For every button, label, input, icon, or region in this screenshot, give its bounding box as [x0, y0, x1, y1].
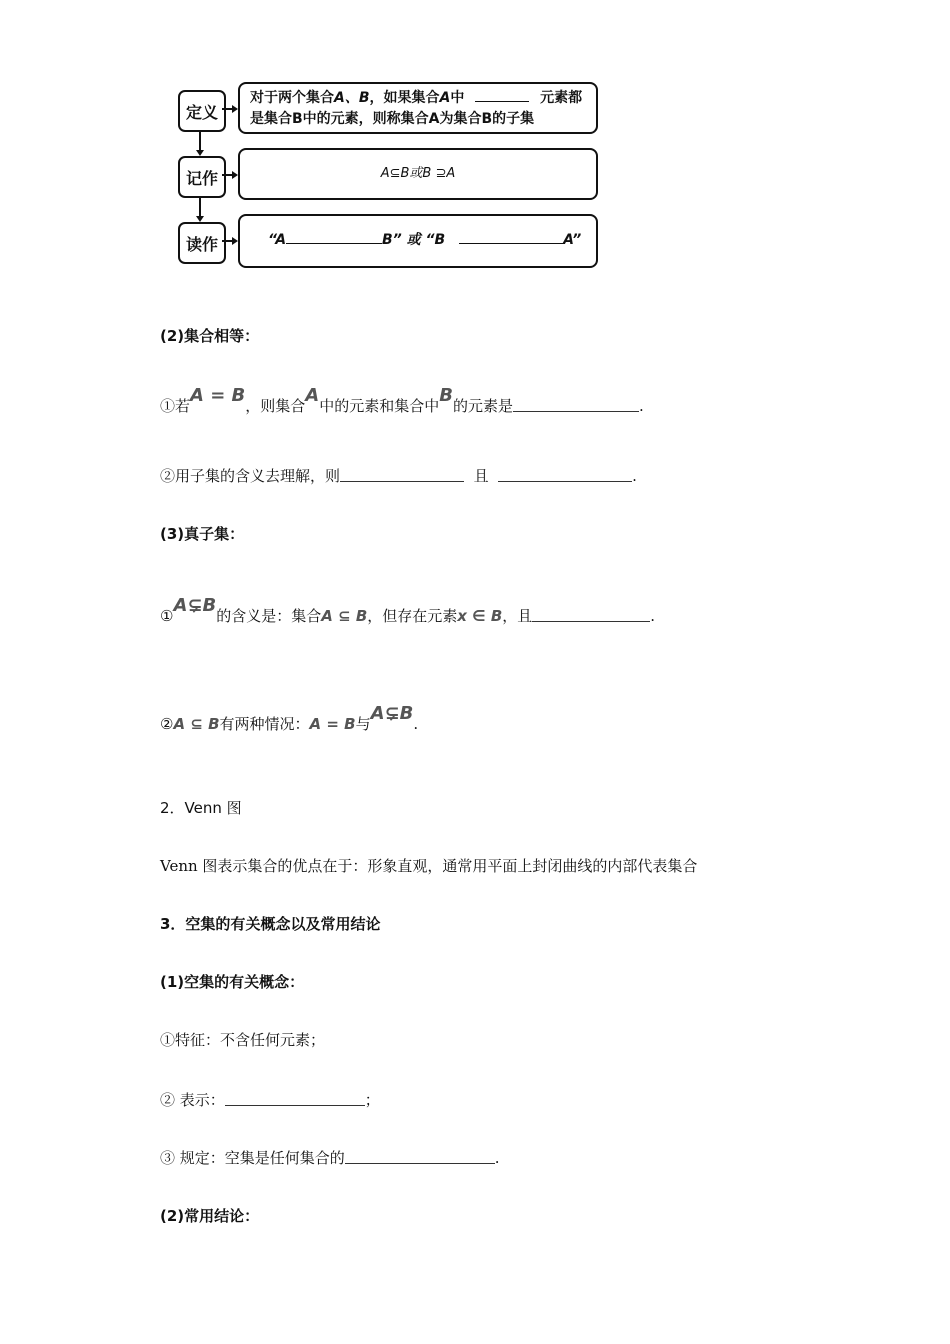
notation-box [238, 148, 598, 200]
notation-label: 记作 [178, 156, 226, 198]
blank-line [225, 1091, 365, 1106]
empty-set-item-3: ③ 规定：空集是任何集合的 . [160, 1149, 500, 1167]
definition-label: 定义 [178, 90, 226, 132]
empty-set-item-2: ② 表示： ； [160, 1091, 380, 1109]
venn-heading: 2．Venn 图 [160, 799, 242, 817]
equal-item-2: ②用子集的含义去理解，则 且 . [160, 467, 637, 485]
definition-line-1: 对于两个集合A、B，如果集合A中 元素都 [250, 90, 583, 106]
reading-label: 读作 [178, 222, 226, 264]
definition-line-2: 是集合B中的元素，则称集合A为集合B的子集 [250, 111, 535, 127]
blank-line [286, 242, 382, 244]
definition-box [238, 82, 598, 134]
arrow-down-icon [196, 216, 204, 222]
equal-item-1: ①若A = B，则集合A中的元素和集合中B的元素是 . [160, 385, 644, 415]
arrow-down-icon [196, 150, 204, 156]
section-heading-equal: (2)集合相等： [160, 327, 260, 345]
notation-text: A⊆B或B ⊇A [380, 166, 456, 181]
empty-set-subheading-1: (1)空集的有关概念： [160, 973, 305, 991]
empty-set-subheading-2: (2)常用结论： [160, 1207, 260, 1225]
connector-line [199, 130, 201, 150]
blank-line [459, 242, 563, 244]
blank-line [513, 397, 639, 412]
empty-set-item-1: ①特征：不含任何元素； [160, 1031, 326, 1049]
reading-box: “A B” 或 “B A” [238, 214, 598, 268]
connector-line [199, 196, 201, 216]
proper-subset-item-2: ②A ⊆ B有两种情况：A = B与A⊊B. [160, 703, 419, 733]
venn-text: Venn 图表示集合的优点在于：形象直观，通常用平面上封闭曲线的内部代表集合 [160, 857, 698, 875]
blank-line [340, 467, 464, 482]
blank-line [498, 467, 632, 482]
proper-subset-item-1: ①A⊊B的含义是：集合A ⊆ B，但存在元素x ∈ B，且 . [160, 595, 656, 625]
blank-line [532, 607, 650, 622]
blank-line [345, 1149, 495, 1164]
empty-set-heading: 3．空集的有关概念以及常用结论 [160, 915, 381, 933]
section-heading-proper-subset: (3)真子集： [160, 525, 245, 543]
blank-line [475, 100, 529, 102]
